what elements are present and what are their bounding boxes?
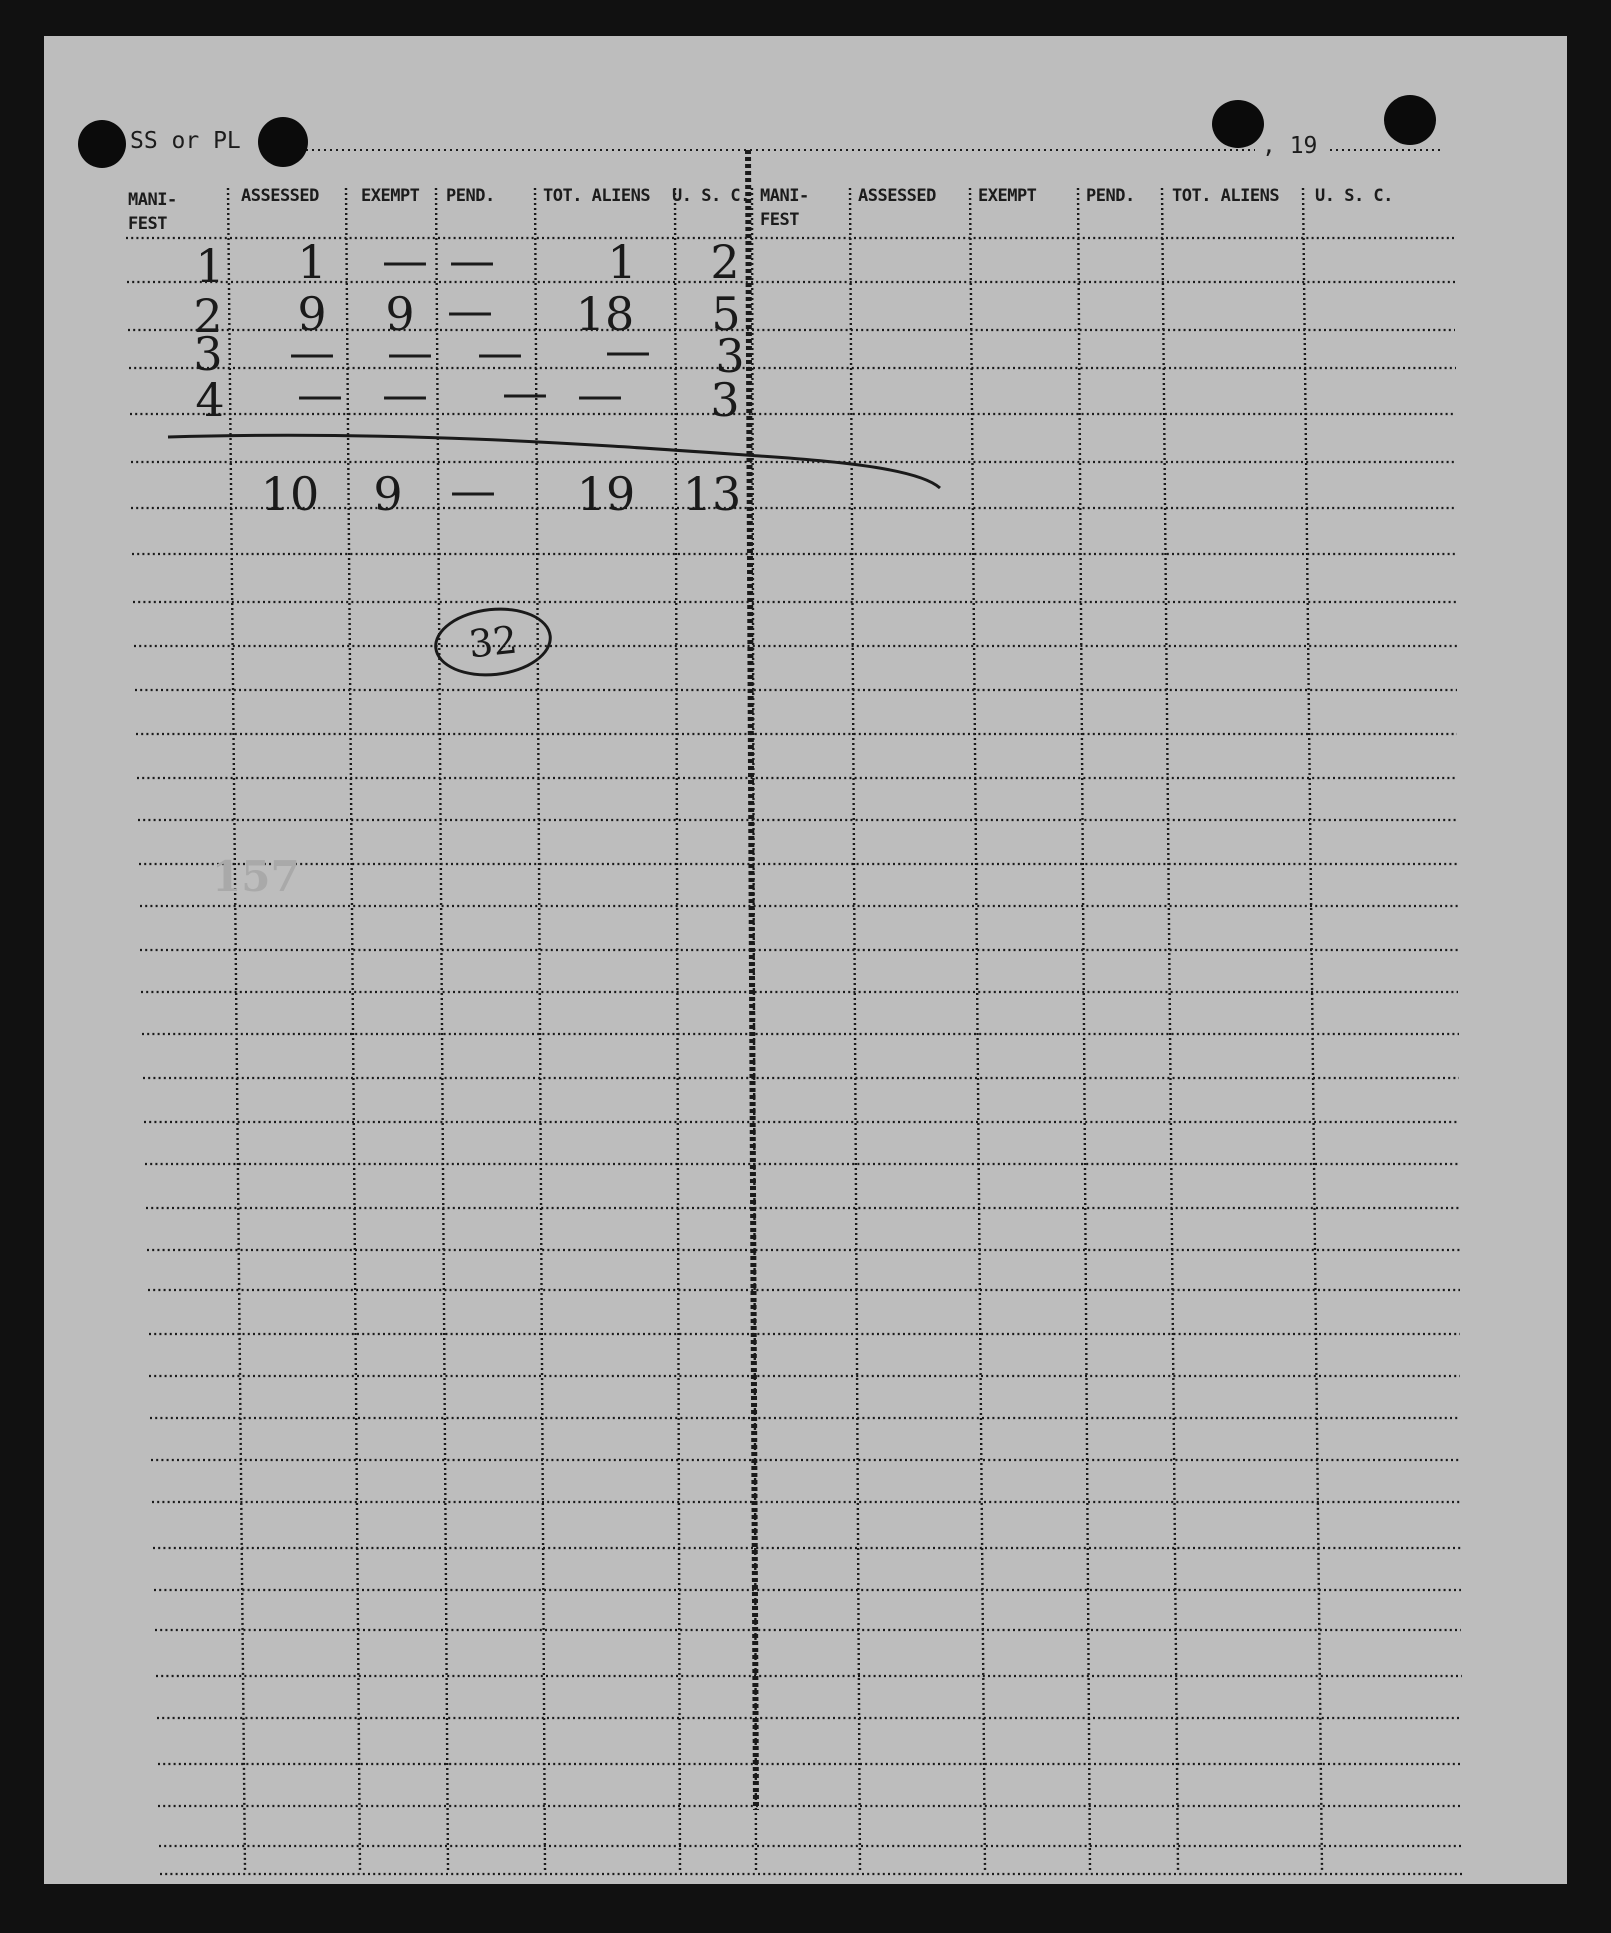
header-exempt-2: EXEMPT	[978, 186, 1037, 206]
binder-hole	[78, 120, 126, 168]
row-1-usc: 2	[710, 235, 740, 289]
row-2-exempt: 9	[385, 287, 415, 341]
header-manifest-2: MANI- FEST	[760, 186, 809, 230]
row-4-exempt: —	[382, 367, 428, 421]
header-usc-1: U. S. C.	[672, 186, 750, 206]
row-3-exempt: —	[387, 325, 433, 379]
grid-column-line	[436, 188, 448, 1870]
row-1-manifest: 1	[195, 239, 225, 293]
faint-stamp: 157	[212, 852, 300, 901]
total-exempt: 9	[373, 467, 403, 521]
total-pend: —	[450, 463, 496, 517]
grid-column-line	[346, 188, 360, 1870]
binder-hole	[1212, 100, 1264, 148]
header-pend-2: PEND.	[1086, 186, 1135, 206]
row-2-pend: —	[447, 283, 493, 337]
binder-hole	[1384, 95, 1436, 145]
header-assessed-1: ASSESSED	[241, 186, 319, 206]
header-usc-2: U. S. C.	[1315, 186, 1393, 206]
grand-total-circled: 32	[431, 602, 555, 682]
row-1-exempt: —	[382, 233, 428, 287]
row-3-assessed: —	[289, 325, 335, 379]
grid-column-line	[1078, 188, 1090, 1870]
header-tot-aliens-2: TOT. ALIENS	[1172, 186, 1280, 206]
row-1-assessed: 1	[297, 235, 327, 289]
grid-column-line	[535, 188, 545, 1870]
row-2-assessed: 9	[297, 287, 327, 341]
form-title-fragment: SS or PL	[130, 128, 241, 154]
binder-hole	[258, 117, 308, 167]
grid-column-line	[970, 188, 985, 1870]
row-3-tot-aliens: —	[605, 323, 651, 377]
row-3-manifest: 3	[193, 327, 223, 381]
header-pend-1: PEND.	[446, 186, 495, 206]
header-exempt-1: EXEMPT	[361, 186, 420, 206]
row-1-tot-aliens: 1	[607, 235, 637, 289]
row-3-pend: —	[477, 325, 523, 379]
grid-column-line	[675, 188, 680, 1870]
total-tot-aliens: 19	[576, 467, 636, 521]
row-2-manifest: 2	[193, 289, 223, 343]
total-usc: 13	[682, 467, 742, 521]
row-4-pend: —	[502, 365, 548, 419]
grid-column-line	[752, 188, 756, 1870]
grid-column-line	[850, 188, 860, 1870]
row-1-pend: —	[449, 233, 495, 287]
row-2-tot-aliens: 18	[575, 287, 635, 341]
year-prefix: , 19	[1262, 133, 1318, 159]
header-tot-aliens-1: TOT. ALIENS	[543, 186, 651, 206]
row-4-usc: 3	[710, 373, 740, 427]
row-4-assessed: —	[297, 367, 343, 421]
header-assessed-2: ASSESSED	[858, 186, 936, 206]
total-assessed: 10	[260, 467, 320, 521]
header-manifest-1: MANI- FEST	[128, 190, 177, 234]
grid-column-line	[1162, 188, 1178, 1870]
row-3-usc: 3	[715, 329, 745, 383]
row-4-manifest: 4	[195, 373, 225, 427]
grid-column-line	[228, 188, 245, 1870]
row-2-usc: 5	[711, 287, 741, 341]
row-4-tot-aliens: —	[577, 367, 623, 421]
grid-column-line	[1303, 188, 1322, 1870]
